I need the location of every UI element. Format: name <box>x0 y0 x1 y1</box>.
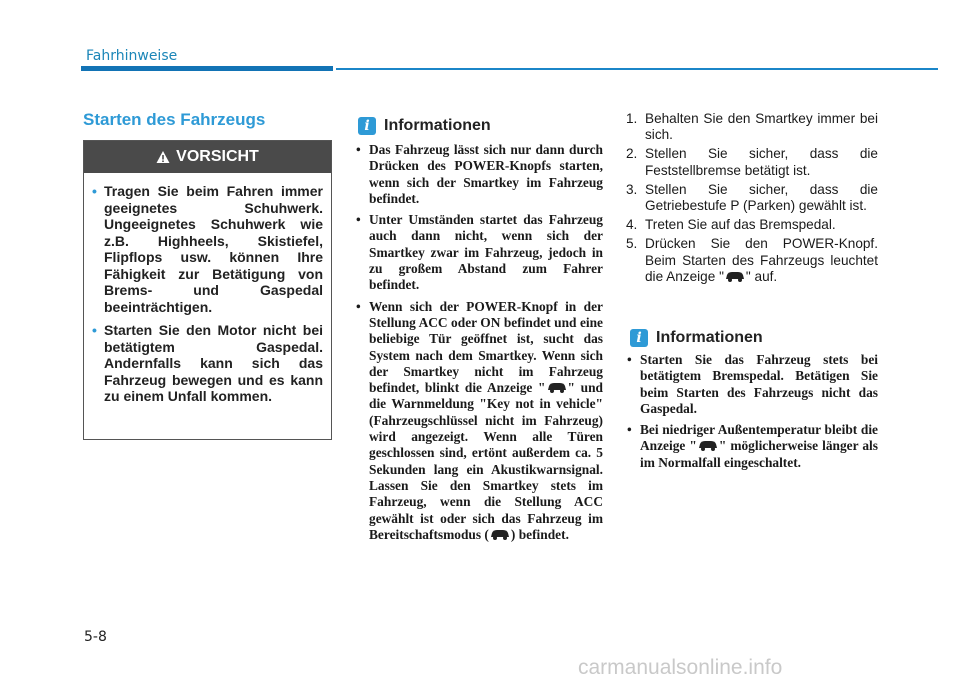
bullet: • <box>356 298 361 314</box>
list-item <box>627 422 878 471</box>
step-text: Drücken Sie den POWER-Knopf. Beim Starten des Fahrzeugs leuchtet die Anzeige " <box>645 236 878 284</box>
header-bar-dark <box>81 66 333 71</box>
car-indicator-icon <box>697 439 719 451</box>
list-item-text: " möglicherweise länger als im Normalfall eingeschaltet. <box>640 438 878 470</box>
bullet: • <box>92 322 97 338</box>
info-title: Informationen <box>384 117 491 134</box>
step-text: Stellen Sie sicher, dass die Getriebestufe P (Parken) gewählt ist. <box>645 181 878 214</box>
list-item-text: ) befindet. <box>510 526 569 542</box>
caution-list <box>84 183 331 405</box>
list-item-text: Starten Sie das Fahrzeug stets bei betätigtem Bremspedal. Betätigen Sie beim Starten des Fahrzeugs nicht das Gaspedal. <box>640 352 878 416</box>
caution-box <box>83 140 332 440</box>
running-header: Fahrhinweise <box>86 48 178 64</box>
step-number: 5. <box>626 236 638 252</box>
step-item <box>626 217 878 233</box>
car-indicator-icon <box>546 381 568 393</box>
list-item <box>356 299 603 543</box>
bullet: • <box>627 422 632 438</box>
step-item <box>626 146 878 178</box>
warning-triangle-icon <box>156 150 170 164</box>
info-heading-1 <box>358 117 491 135</box>
list-item-text: Unter Umständen startet das Fahrzeug auch dann nicht, wenn sich der Smartkey zwar im Fahrzeug, jedoch in zu großem Abstand zum Fahrer befindet. <box>369 212 603 293</box>
bullet: • <box>356 212 361 228</box>
step-text: " auf. <box>745 268 778 284</box>
car-indicator-icon <box>724 270 746 282</box>
list-item <box>627 352 878 417</box>
info-icon: i <box>358 117 376 135</box>
info-list-2 <box>627 352 878 476</box>
info-list-1 <box>356 142 603 548</box>
bullet: • <box>356 142 361 157</box>
step-number: 3. <box>626 181 638 197</box>
step-item <box>626 111 878 143</box>
caution-item <box>92 322 323 405</box>
caution-item <box>92 183 323 315</box>
list-item-text: Bei niedriger Außentemperatur bleibt die Anzeige " <box>640 422 878 454</box>
bullet: • <box>92 183 97 199</box>
section-title: Starten des Fahrzeugs <box>83 110 266 129</box>
watermark: carmanualsonline.info <box>578 656 783 679</box>
step-number: 1. <box>626 111 638 126</box>
car-indicator-icon <box>489 528 511 540</box>
caution-item-text: Tragen Sie beim Fahren immer geeignetes Schuhwerk. Ungeeignetes Schuhwerk wie z.B. Highheels, Skistiefel, Flipflops usw. können Ihre Fähigkeit zur Betätigung von Brems- und Gaspedal beeinträchtigen. <box>104 183 323 315</box>
list-item <box>356 212 603 293</box>
step-number: 2. <box>626 146 638 162</box>
list-item <box>356 142 603 207</box>
caution-heading-bar <box>84 141 331 173</box>
list-item-text: Wenn sich der POWER-Knopf in der Stellung ACC oder ON befindet und eine beliebige Tür geöffnet ist, sucht das System nach dem Smartkey. Wenn sich der Smartkey nicht im Fahrzeug befindet, blinkt die Anzeige " <box>369 298 603 396</box>
list-item-text: Das Fahrzeug lässt sich nur dann durch Drücken des POWER-Knopfs starten, wenn sich der Smartkey im Fahrzeug befindet. <box>369 142 603 206</box>
caution-heading: VORSICHT <box>176 148 259 165</box>
info-icon: i <box>630 329 648 347</box>
step-item <box>626 236 878 285</box>
step-item <box>626 182 878 214</box>
step-number: 4. <box>626 217 638 233</box>
info-heading-2 <box>630 329 763 347</box>
page-number: 5-8 <box>84 629 107 645</box>
bullet: • <box>627 352 632 367</box>
header-bar-line <box>336 68 938 70</box>
steps-list <box>626 111 878 288</box>
list-item-text: " und die Warnmeldung "Key not in vehicle" (Fahrzeugschlüssel nicht im Fahrzeug) wird angezeigt. Wenn alle Türen geschlossen sind, ertönt außerdem ca. 5 Sekunden lang ein Akustikwarnsignal. Lassen Sie den Smartkey stets im Fahrzeug, wenn die Stellung ACC gewählt ist oder sich das Fahrzeug im Bereitschaftsmodus ( <box>369 380 603 542</box>
step-text: Behalten Sie den Smartkey immer bei sich. <box>645 111 878 143</box>
caution-item-text: Starten Sie den Motor nicht bei betätigtem Gaspedal. Andernfalls kann sich das Fahrzeug bewegen und es kann zu einem Unfall kommen. <box>104 322 323 404</box>
step-text: Stellen Sie sicher, dass die Feststellbremse betätigt ist. <box>645 146 878 178</box>
step-text: Treten Sie auf das Bremspedal. <box>645 217 836 233</box>
info-title: Informationen <box>656 329 763 346</box>
